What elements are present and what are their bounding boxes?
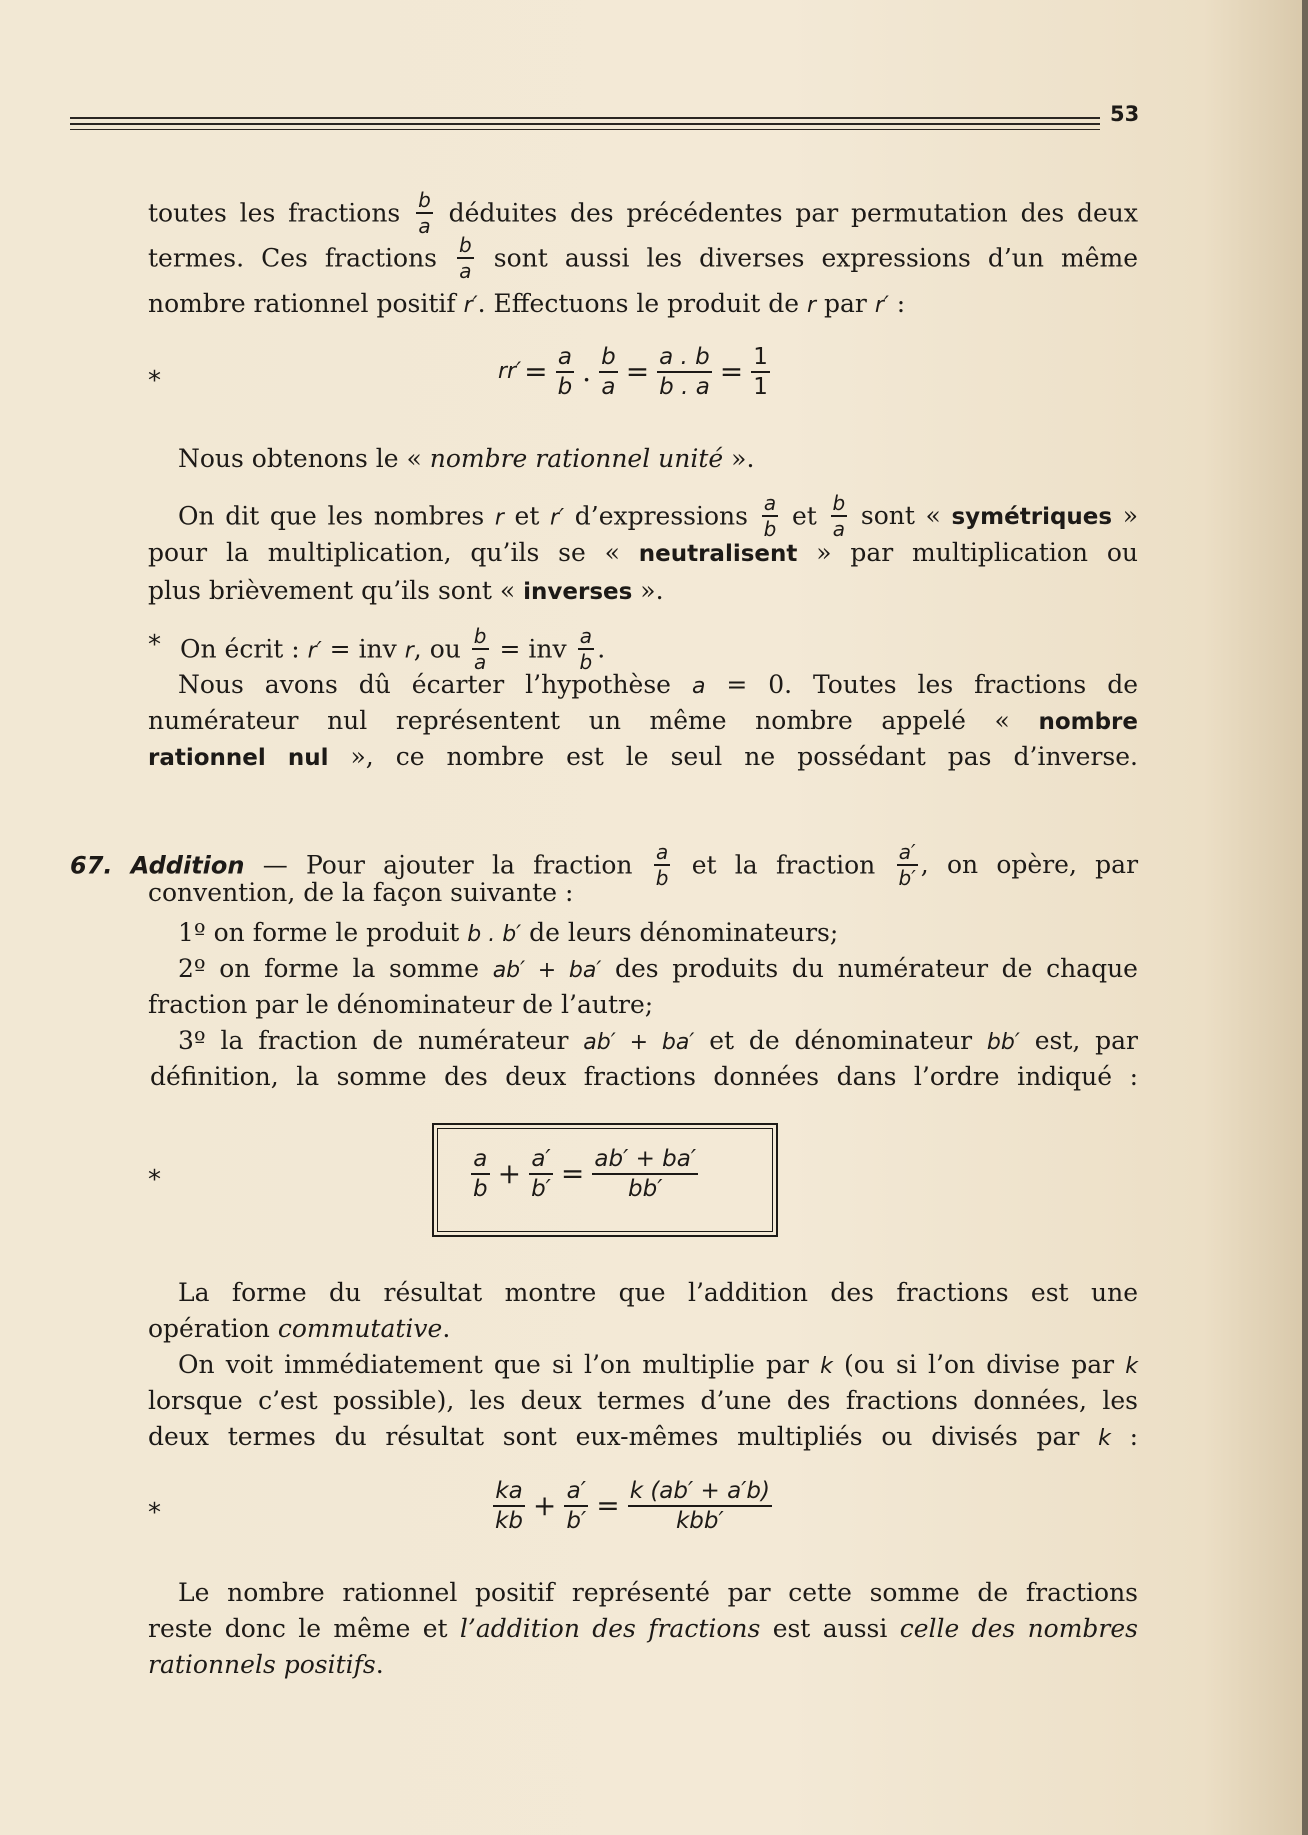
text: (ou si l’on divise par: [843, 1350, 1115, 1379]
text-line: [178, 493, 1138, 543]
text-line: [178, 669, 1138, 703]
fraction: $\frac{a}{b}$: [473, 1146, 488, 1202]
text: . Effectuons le produit de: [477, 289, 800, 318]
text: par: [824, 289, 867, 318]
text: On voit immédiatement que si l’on multiplie par: [178, 1350, 809, 1379]
fraction: $\frac{a}{b}$: [557, 344, 573, 400]
text: :: [1110, 1422, 1138, 1451]
text: — Pour ajouter la fraction: [262, 850, 633, 880]
fraction: $\frac{b}{a}$: [601, 344, 616, 400]
fraction: $\frac{a}{b}$: [763, 491, 777, 541]
text: plus brièvement qu’ils sont «: [148, 576, 524, 605]
text: et la fraction: [691, 850, 876, 880]
text: de leurs dénominateurs;: [529, 918, 839, 947]
text: pour la multiplication, qu’ils se «: [148, 538, 639, 567]
variable: a: [691, 674, 706, 699]
text-line: [148, 1313, 450, 1345]
text-line: [150, 1061, 1138, 1093]
fraction: $\frac{a'}{b'}$: [898, 840, 916, 890]
text: On écrit :: [180, 634, 300, 664]
variable: r: [404, 638, 414, 664]
text-line: [148, 989, 653, 1021]
text-line: [178, 953, 1138, 987]
text: inv: [358, 634, 397, 664]
text: nombre rationnel positif: [148, 289, 456, 318]
fraction: $\frac{a . b}{b . a}$: [659, 344, 710, 400]
text: est, par: [1034, 1026, 1139, 1055]
text: numérateur nul représentent un même nombre appelé «: [148, 706, 1039, 735]
emphasis: l’addition des fractions: [459, 1614, 761, 1643]
bold-term: rationnel nul: [148, 745, 329, 771]
star-marker: *: [148, 1498, 161, 1528]
text: On dit que les nombres: [178, 501, 485, 531]
text: ».: [723, 444, 755, 473]
text-line: [178, 917, 838, 951]
text: et: [792, 501, 817, 531]
fraction: $\frac{b}{a}$: [473, 624, 487, 674]
text: » par multiplication ou: [797, 538, 1138, 567]
text: », ce nombre est le seul ne possédant pas d’inverse.: [328, 742, 1138, 771]
fraction: $\frac{ab' + ba'}{bb'}$: [594, 1146, 697, 1202]
equals-sign: =: [719, 355, 744, 389]
text: = 0. Toutes les fractions de: [726, 670, 1138, 699]
dot-operator: .: [582, 355, 592, 389]
text-line: [178, 443, 754, 475]
text: sont aussi les diverses expressions d’un même: [493, 243, 1138, 273]
header-rule: [70, 117, 1100, 119]
text: fraction par le dénominateur de l’autre;: [148, 990, 654, 1019]
variable: r: [494, 505, 504, 531]
text: termes. Ces fractions: [148, 243, 438, 273]
text: =: [499, 634, 521, 664]
text: toutes les fractions: [148, 198, 401, 228]
section-number: 67.: [70, 851, 113, 880]
text-line: [148, 235, 1138, 285]
variable: k: [1098, 1426, 1111, 1451]
star-marker: *: [148, 1165, 161, 1195]
bold-term: nombre: [1038, 709, 1138, 735]
text-line: [178, 1577, 1138, 1609]
text: d’expressions: [574, 501, 748, 531]
variable: bb′: [986, 1030, 1020, 1055]
emphasis: nombre rationnel unité: [429, 444, 724, 473]
variable: k: [820, 1354, 833, 1379]
text: , on opère, par: [920, 850, 1139, 880]
formula-scaled-addition: [488, 1477, 777, 1535]
text-line: [148, 741, 1138, 774]
variable: ab′ + ba′: [492, 958, 602, 983]
text: opération: [148, 1314, 270, 1343]
text: 2º on forme la somme: [178, 954, 480, 983]
variable: r′: [874, 293, 889, 318]
fraction: $\frac{b}{a}$: [418, 188, 431, 238]
variable: r′: [463, 293, 478, 318]
text: ».: [632, 576, 664, 605]
variable: r′: [307, 638, 322, 664]
bold-term: neutralisent: [638, 541, 798, 567]
text-line: [148, 1421, 1138, 1455]
fraction: $\frac{ka}{kb}$: [495, 1478, 523, 1534]
fraction: $\frac{b}{a}$: [832, 491, 846, 541]
page-number: 53: [1110, 102, 1140, 126]
variable: r′: [550, 505, 565, 531]
equals-sign: =: [596, 1489, 620, 1523]
fraction: $\frac{a'}{b'}$: [566, 1478, 587, 1534]
text-line: [148, 537, 1138, 570]
text-line: [148, 1385, 1138, 1417]
text: définition, la somme des deux fractions données dans l’ordre indiqué :: [150, 1062, 1138, 1091]
text: =: [329, 634, 351, 664]
text: La forme du résultat montre que l’addition des fractions est une: [178, 1278, 1138, 1307]
star-marker: *: [148, 630, 161, 660]
text-line: [148, 1613, 1138, 1645]
text: :: [888, 289, 906, 318]
text: des produits du numérateur de chaque: [614, 954, 1138, 983]
equals-sign: =: [560, 1157, 585, 1191]
section-title: Addition: [130, 851, 245, 880]
bold-term: symétriques: [951, 504, 1113, 531]
fraction: $\frac{1}{1}$: [753, 344, 768, 400]
formula-product: [498, 343, 775, 401]
plus-sign: +: [497, 1157, 522, 1191]
text: inv: [528, 634, 567, 664]
fraction: $\frac{a}{b}$: [579, 624, 593, 674]
text: .: [375, 1650, 384, 1679]
text: Nous obtenons le «: [178, 444, 430, 473]
bold-term: inverses: [523, 579, 633, 605]
text-line: [178, 1277, 1138, 1309]
variable: b . b′: [467, 922, 522, 947]
header-rule: [70, 123, 1100, 125]
variable: rr′: [498, 359, 522, 385]
text-line: [148, 877, 573, 909]
text: deux termes du résultat sont eux-mêmes multipliés ou divisés par: [148, 1422, 1080, 1451]
variable: r: [807, 293, 817, 318]
fraction: $\frac{b}{a}$: [459, 233, 472, 283]
text: , ou: [413, 634, 461, 664]
text: et: [514, 501, 540, 531]
text: .: [597, 634, 606, 664]
text: Nous avons dû écarter l’hypothèse: [178, 670, 671, 699]
equals-sign: =: [625, 355, 650, 389]
text-line: [148, 288, 905, 322]
star-marker: *: [148, 366, 161, 396]
text-line: [148, 1649, 384, 1681]
fraction: $\frac{a'}{b'}$: [531, 1146, 551, 1202]
text: déduites des précédentes par permutation des deux: [448, 198, 1139, 228]
plus-sign: +: [532, 1489, 557, 1523]
text: convention, de la façon suivante :: [148, 878, 574, 907]
text: .: [442, 1314, 451, 1343]
text: 3º la fraction de numérateur: [178, 1026, 569, 1055]
emphasis: rationnels positifs: [148, 1650, 376, 1679]
text-line: [178, 1025, 1138, 1059]
text-line: [148, 190, 1138, 240]
text: Le nombre rationnel positif représenté par cette somme de fractions: [178, 1578, 1138, 1607]
fraction: $\frac{k (ab' + a'b)}{\text{kbb′}}$: [629, 1478, 770, 1534]
emphasis: commutative: [277, 1314, 443, 1343]
text: et de dénominateur: [709, 1026, 973, 1055]
text: est aussi: [772, 1614, 888, 1643]
formula-addition: [466, 1145, 703, 1203]
variable: ab′ + ba′: [583, 1030, 695, 1055]
text: reste donc le même et: [148, 1614, 448, 1643]
text-line: [148, 575, 664, 608]
page-edge: [1302, 0, 1308, 1835]
fraction: $\frac{a}{b}$: [655, 840, 669, 890]
text-line: [178, 1349, 1138, 1383]
variable: k: [1125, 1354, 1138, 1379]
text: lorsque c’est possible), les deux termes d’une des fractions données, les: [148, 1386, 1138, 1415]
text-line: [148, 705, 1138, 738]
text: sont «: [860, 501, 952, 531]
text: »: [1112, 501, 1139, 531]
text: 1º on forme le produit: [178, 918, 460, 947]
header-rule: [70, 129, 1100, 130]
equals-sign: =: [524, 355, 548, 389]
emphasis: celle des nombres: [899, 1614, 1139, 1643]
